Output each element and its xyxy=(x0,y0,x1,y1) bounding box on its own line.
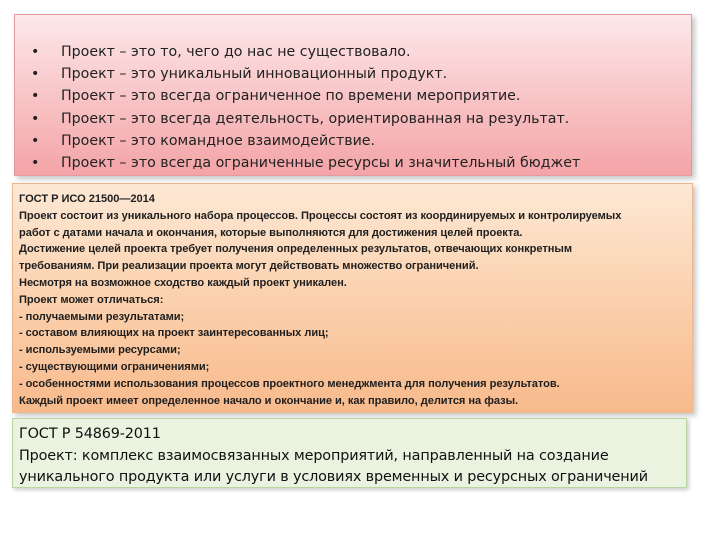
iso-list-item: - особенностями использования процессов проектного менеджмента для получения результатов. xyxy=(19,377,560,390)
gost-text-line: Проект: комплекс взаимосвязанных мероприятий, направленный на создание xyxy=(19,447,609,464)
gost-definition-box xyxy=(12,418,687,488)
iso-text-line: Достижение целей проекта требует получения определенных результатов, отвечающих конкретным xyxy=(19,243,572,256)
statement-text: Проект – это всегда ограниченное по времени мероприятие. xyxy=(61,88,521,105)
gost-standard-title: ГОСТ Р 54869-2011 xyxy=(19,426,161,442)
project-statements-box xyxy=(14,14,692,176)
bullet-icon: • xyxy=(31,66,40,83)
bullet-icon: • xyxy=(31,132,40,149)
bullet-icon: • xyxy=(31,154,40,171)
iso-text-line: Проект состоит из уникального набора процессов. Процессы состоят из координируемых и контролируемых xyxy=(19,209,622,222)
statement-text: Проект – это командное взаимодействие. xyxy=(61,132,376,149)
iso-text-line: Проект может отличаться: xyxy=(19,293,164,306)
statement-item xyxy=(31,85,681,107)
iso-list-item: - получаемыми результатами; xyxy=(19,310,185,323)
statement-item xyxy=(31,41,681,63)
iso-list-item: - используемыми ресурсами; xyxy=(19,344,181,357)
iso-text-line: Несмотря на возможное сходство каждый проект уникален. xyxy=(19,276,347,289)
project-statements-list xyxy=(31,41,681,174)
iso-standard-box xyxy=(12,183,693,413)
iso-text-line: Каждый проект имеет определенное начало и окончание и, как правило, делится на фазы. xyxy=(19,394,519,407)
statement-text: Проект – это то, чего до нас не существовало. xyxy=(61,44,411,60)
iso-list-item: - существующими ограничениями; xyxy=(19,360,210,373)
statement-text: Проект – это всегда ограниченные ресурсы и значительный бюджет xyxy=(61,154,581,171)
iso-standard-title: ГОСТ Р ИСО 21500—2014 xyxy=(19,193,155,205)
iso-text-line: работ с датами начала и окончания, которые выполняются для достижения целей проекта. xyxy=(19,226,523,239)
statement-item xyxy=(31,152,681,174)
statement-text: Проект – это уникальный инновационный продукт. xyxy=(61,66,448,83)
gost-text-line: уникального продукта или услуги в условиях временных и ресурсных ограничений xyxy=(19,469,648,485)
iso-list-item: - составом влияющих на проект заинтересованных лиц; xyxy=(19,327,329,340)
bullet-icon: • xyxy=(31,110,40,127)
bullet-icon: • xyxy=(31,44,40,60)
statement-item xyxy=(31,130,681,152)
iso-text-line: требованиям. При реализации проекта могут действовать множество ограничений. xyxy=(19,260,479,273)
bullet-icon: • xyxy=(31,88,40,105)
statement-text: Проект – это всегда деятельность, ориентированная на результат. xyxy=(61,110,570,127)
statement-item xyxy=(31,63,681,85)
statement-item xyxy=(31,108,681,130)
